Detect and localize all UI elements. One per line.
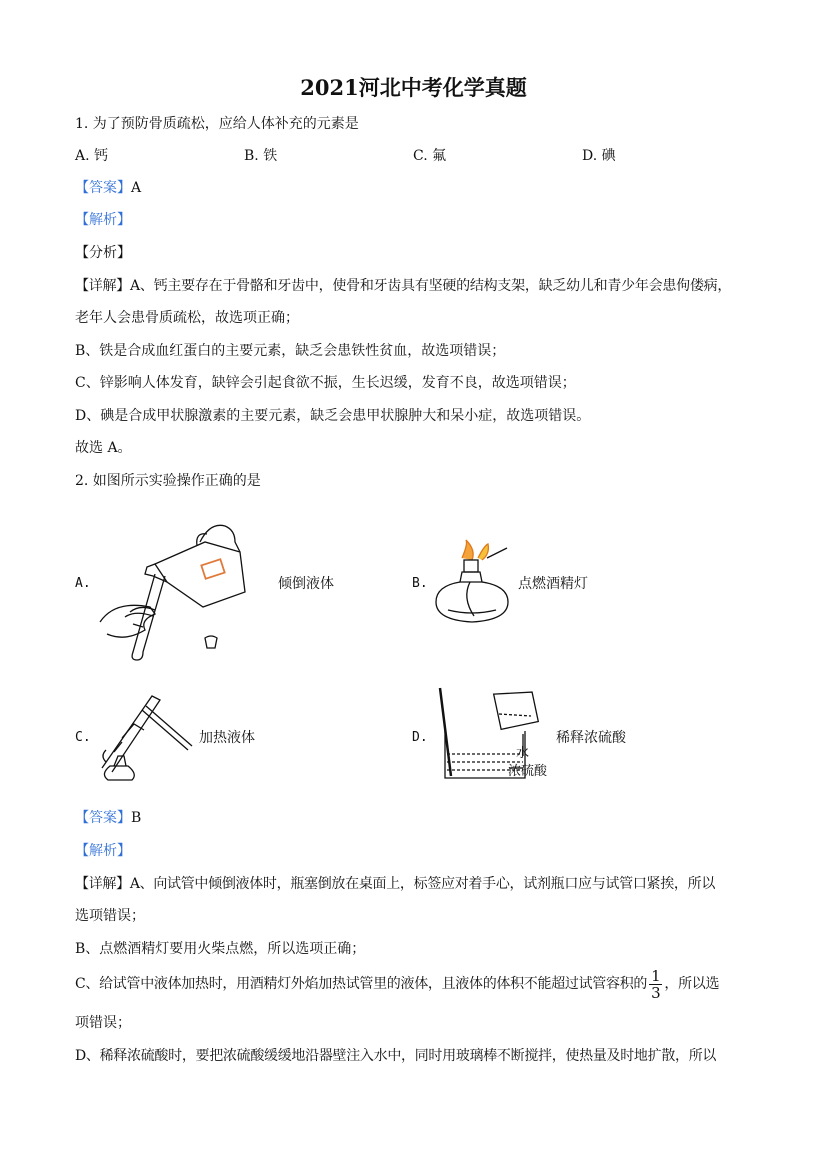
q1-answer-line [75,178,141,198]
answer-tag: 【答案】 [75,180,131,196]
pour-liquid-figure [95,512,255,662]
q1-option-c: C. 氟 [413,148,447,164]
q1-question: 1. 为了预防骨质疏松，应给人体补充的元素是 [75,116,359,132]
fraction-denominator: 3 [651,983,661,1002]
q1-option-a: A. 钙 [75,148,109,164]
q2-detail-line-2: 选项错误； [75,908,145,924]
q2-analysis-tag: 【解析】 [75,843,131,859]
q2-answer-line [75,808,141,828]
q2-detail-line-3: B、点燃酒精灯要用火柴点燃，所以选项正确； [75,941,366,957]
figure-c-letter: C. [75,730,91,745]
page-title: 2021河北中考化学真题 [300,75,527,100]
q1-detail-line-1 [75,276,755,296]
figure-c-caption: 加热液体 [199,730,255,746]
q2-detail-line-5: 项错误； [75,1015,131,1031]
fraction-numerator: 1 [651,966,661,985]
light-alcohol-lamp-figure [432,538,512,628]
q2-detail-line-4 [75,966,719,1002]
one-third-fraction [649,968,662,1001]
q1-detail-line-3: B、铁是合成血红蛋白的主要元素，缺乏会患铁性贫血，故选项错误； [75,343,506,359]
q2-detail-text-1: A、向试管中倾倒液体时，瓶塞倒放在桌面上，标签应对着手心，试剂瓶口应与试管口紧挨，所以 [129,876,716,892]
q1-answer: A [131,180,142,196]
heat-liquid-figure [92,690,197,785]
answer-tag: 【答案】 [75,810,131,826]
figure-d-caption: 稀释浓硫酸 [556,730,626,746]
q2-detail-line-1 [75,874,715,894]
q1-conclusion: 故选 A。 [75,440,132,456]
q1-detail-text-1: A、钙主要存在于骨骼和牙齿中，使骨和牙齿具有坚硬的结构支架，缺乏幼儿和青少年会患佝偻病， [130,278,732,294]
figure-d-acid-label: 浓硫酸 [508,764,548,779]
figure-d-water-label: 水 [516,746,530,761]
figure-b-caption: 点燃酒精灯 [518,576,588,592]
q2-detail-text-4b: ，所以选 [664,976,720,992]
q2-question: 2. 如图所示实验操作正确的是 [75,473,261,489]
q2-answer: B [131,810,142,826]
q1-detail-line-4: C、锌影响人体发育，缺锌会引起食欲不振，生长迟缓，发育不良，故选项错误； [75,375,576,391]
q1-detail-line-5: D、碘是合成甲状腺激素的主要元素，缺乏会患甲状腺肿大和呆小症，故选项错误。 [75,408,591,424]
figure-d-letter: D. [412,730,428,745]
q1-detail-line-2: 老年人会患骨质疏松，故选项正确； [75,310,299,326]
q1-analysis-tag: 【解析】 [75,212,131,228]
figure-b-letter: B. [412,576,428,591]
q2-detail-text-4a: C、给试管中液体加热时，用酒精灯外焰加热试管里的液体，且液体的体积不能超过试管容积的 [75,976,648,992]
figure-a-letter: A. [75,576,91,591]
detail-tag: 【详解】 [75,876,130,892]
q1-option-d: D. 碘 [582,148,616,164]
q1-fenxi-tag: 【分析】 [75,245,131,261]
q2-detail-line-6: D、稀释浓硫酸时，要把浓硫酸缓缓地沿器壁注入水中，同时用玻璃棒不断搅拌，使热量及时地扩散，所以 [75,1048,717,1064]
q1-option-b: B. 铁 [244,148,278,164]
figure-a-caption: 倾倒液体 [278,576,334,592]
detail-tag: 【详解】 [75,278,130,294]
